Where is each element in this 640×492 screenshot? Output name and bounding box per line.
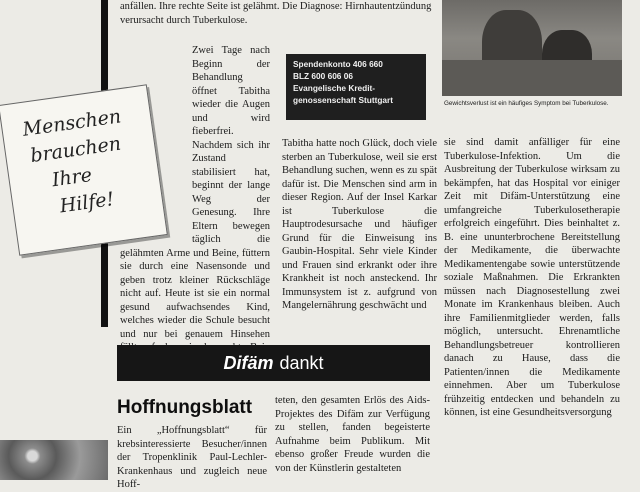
photo-caption: Gewichtsverlust ist ein häufiges Symptom bei Tuberkulose.: [444, 100, 609, 107]
note-line: Hilfe!: [58, 188, 116, 218]
banner-word: dankt: [279, 352, 324, 373]
section-headline: Hoffnungsblatt: [117, 397, 253, 418]
bottom-photo: [0, 440, 108, 480]
article-text: Zwei Tage nach Beginn der Behandlung öffnet Tabitha wieder die Augen und wird fieberfrei. Nachdem sich ihr Zustand stabilisiert hat, beginnt der lange Weg der Genesung. Ihre Eltern bewegen täglich die gelähmten Arme und Beine, füttern sie durch eine Nasensonde und geben trotz kleiner Rückschläge nicht auf. Heute ist sie ein normal gesund aufwachsendes Kind, welches wieder die Schule besucht und nur bei genauem Hinsehen: [120, 45, 270, 340]
note-line: Ihre: [50, 163, 94, 192]
handwritten-note-card: [0, 84, 168, 255]
banner-brand: Difäm: [223, 352, 274, 373]
patient-photo: [442, 0, 622, 96]
donation-line: genossenschaft Stuttgart: [293, 95, 394, 105]
article-column-3: [444, 136, 620, 420]
note-line: Menschen: [21, 105, 123, 141]
article-text: sie sind damit anfälliger für eine Tuberkulose-Infektion. Um die Ausbreitung der Tuberkulose wirksam zu bekämpfen, hat das Hospital vor einiger Zeit mit Difäm-Unterstützung eine umfangreiche Tuberkulosetherapie erfolgreich eingeführt. Dies beinhaltet z. B. eine ununterbrochene Bereitstellung der Medikamente, die überwachte Medikamentengabe sowie unterstützende soziale Maßnahmen. Die Erkrankten müssen nach Diagnosestellung zwei Monate im Krankenhaus bleiben. Auch ihre Familienmitglieder werden, falls möglich, untersucht. Ehrenamtliche Behandlungsbetreuer kontrollieren danach zu Hause, dass die Patienten/innen die Medikamente einnehmen. Aber um Tuberkulose frühzeitig entdecken und behandeln zu können, ist eine Gesundheitsversorgung: [444, 137, 620, 418]
article-column-2: [282, 137, 437, 313]
donation-line: Spendenkonto 406 660: [293, 59, 383, 69]
donation-line: BLZ 600 606 06: [293, 71, 353, 81]
article-text: Tabitha hatte noch Glück, doch viele sterben an Tuberkulose, weil sie erst Behandlung suchen, wenn es zu spät dafür ist. Die Menschen sind arm in dieser Region. Auf der Insel Karkar ist Tuberkulose die Hauptrodesursache und häufiger Grund für die Einweisung ins Gaubin-Hospital. Sehr viele Kinder und Frauen sind erkrankt oder ihre Krankheit ist noch ansteckend. Ihr Immunsystem ist z. aufgrund von Mangelernährung geschwächt und: [282, 138, 437, 311]
intro-text: anfällen. Ihre rechte Seite ist gelähmt. Die Diagnose: Hirnhautentzündung verursacht durch Tuberkulose.: [120, 1, 432, 26]
donation-account-box: [286, 54, 426, 120]
bottom-article-left: Ein „Hoffnungsblatt“ für krebsinteressierte Besucher/innen der Tropenklinik Paul-Lechler-Krankenhaus und zugleich neue Hoff-: [117, 425, 267, 490]
note-line: brauchen: [29, 132, 123, 168]
handwritten-note: [21, 103, 134, 224]
donation-line: Evangelische Kredit-: [293, 83, 376, 93]
section-banner: [117, 345, 430, 381]
bottom-article-middle: teten, den gesamten Erlös des Aids-Projektes des Difäm zur Verfügung zu stellen, fanden begeisterte Aufnahme beim Publikum. Mit ebenso großer Freude wurden die von der Künstlerin gestalteten: [275, 395, 430, 474]
